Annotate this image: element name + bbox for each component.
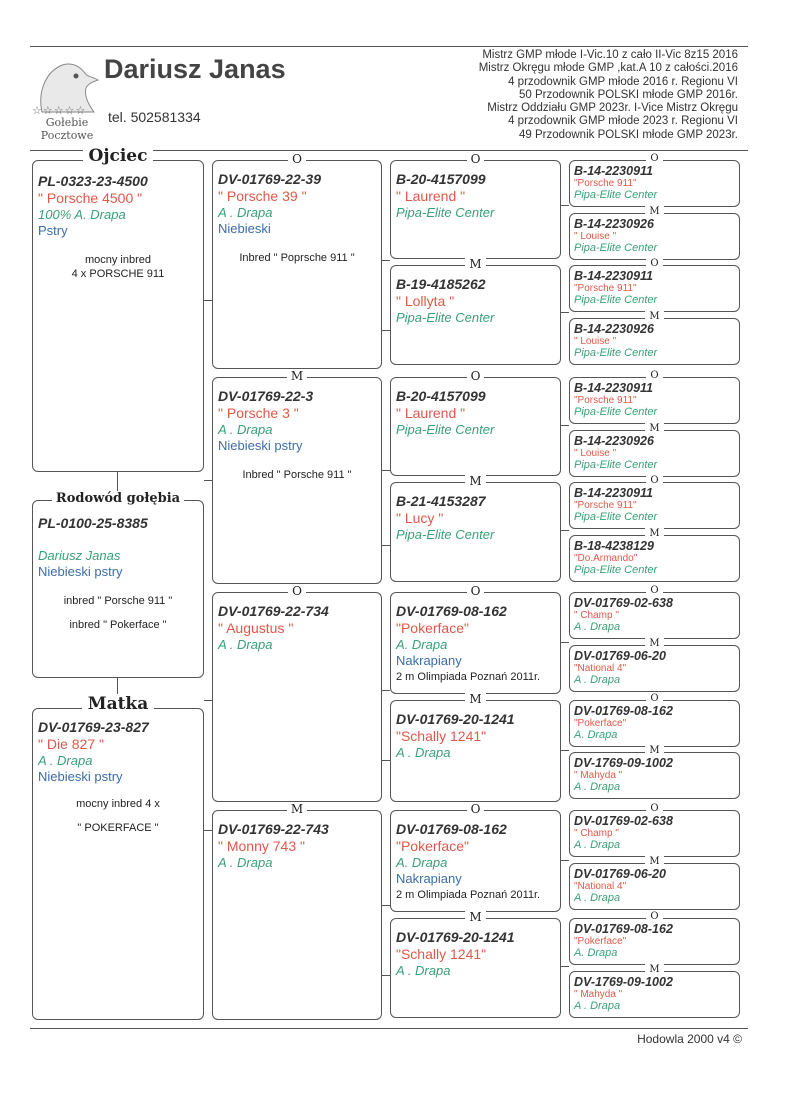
- parent-label: [391, 257, 560, 271]
- parent-label-text: M: [645, 528, 663, 539]
- pigeon-box: [569, 585, 740, 639]
- pigeon-name: "National 4": [574, 663, 627, 674]
- achievement-line: 4 przodownik GMP młode 2023 r. Regionu VI: [508, 115, 738, 128]
- pigeon-box: [569, 803, 740, 857]
- connector: [382, 260, 390, 261]
- ring-number: B-14-2230926: [574, 217, 654, 231]
- connector: [382, 330, 390, 331]
- father-ring: PL-0323-23-4500: [38, 173, 148, 189]
- achievements-list: [408, 49, 738, 142]
- pigeon-box: [569, 964, 740, 1018]
- breeder: A. Drapa: [574, 729, 618, 741]
- father-note-2: 4 x PORSCHE 911: [71, 268, 165, 280]
- ring-number: B-14-2230911: [574, 486, 653, 500]
- parent-label-text: O: [646, 803, 662, 814]
- parent-label-text: M: [287, 369, 307, 383]
- breeder: A . Drapa: [574, 674, 621, 686]
- pigeon-name: "Do.Armando": [574, 553, 638, 564]
- ring-number: DV-01769-20-1241: [396, 929, 515, 945]
- achievement-line: Mistrz Oddziału GMP 2023r. I-Vice Mistrz Okręgu: [487, 102, 738, 115]
- owner-name: Dariusz Janas: [104, 54, 286, 84]
- pigeon-box: [390, 802, 561, 912]
- parent-label-text: M: [645, 206, 663, 217]
- parent-label: [570, 370, 739, 381]
- mother-ring: DV-01769-23-827: [38, 719, 149, 735]
- ring-number: DV-01769-22-743: [218, 821, 329, 837]
- connector: [561, 530, 569, 531]
- achievement-line: 4 przodownik GMP młode 2016 r. Regionu VI: [508, 75, 738, 88]
- pigeon-name: " Lucy ": [396, 510, 444, 526]
- logo-stars: ☆☆☆☆☆: [32, 105, 87, 117]
- ring-number: DV-01769-22-39: [218, 171, 321, 187]
- ring-number: DV-1769-09-1002: [574, 975, 673, 989]
- parent-label: [570, 856, 739, 867]
- pigeon-box: [569, 423, 740, 477]
- pigeon-name: " Louise ": [574, 448, 617, 459]
- pigeon-box: [569, 475, 740, 529]
- parent-label-text: O: [288, 584, 306, 598]
- ring-number: DV-01769-22-3: [218, 388, 314, 404]
- parent-label: [213, 152, 381, 166]
- breeder: A . Drapa: [218, 422, 273, 437]
- pigeon-box: [569, 258, 740, 312]
- mother-breeder: A . Drapa: [38, 753, 93, 768]
- breeder: Pipa-Elite Center: [396, 310, 495, 325]
- subject-note-2: inbred " Pokerface ": [69, 619, 167, 631]
- mother-color: Niebieski pstry: [38, 769, 123, 784]
- parent-label-text: M: [465, 474, 485, 488]
- connector: [382, 470, 390, 471]
- breeder: Pipa-Elite Center: [396, 527, 495, 542]
- breeder: Pipa-Elite Center: [574, 189, 658, 201]
- parent-label-text: M: [645, 311, 663, 322]
- ring-number: DV-01769-08-162: [574, 922, 673, 936]
- pigeon-name: "Porsche 911": [574, 500, 637, 511]
- pigeon-name: " Laurend ": [396, 405, 466, 421]
- color: Nakrapiany: [396, 653, 462, 668]
- breeder: Pipa-Elite Center: [574, 511, 658, 523]
- father-breeder: 100% A. Drapa: [38, 207, 126, 222]
- connector: [382, 545, 390, 546]
- parent-label: [570, 258, 739, 269]
- ring-number: B-14-2230911: [574, 381, 653, 395]
- breeder: A . Drapa: [574, 839, 621, 851]
- pigeon-name: "Schally 1241": [396, 946, 487, 962]
- pigeon-box: [569, 856, 740, 910]
- parent-label: [570, 423, 739, 434]
- pigeon-box: [569, 153, 740, 207]
- pigeon-box: [212, 584, 382, 802]
- parent-label-text: O: [646, 153, 662, 164]
- achievement-line: Mistrz GMP młode I-Vic.10 z cało II-Vic 8z15 2016: [482, 49, 738, 61]
- ring-number: DV-01769-08-162: [396, 821, 507, 837]
- pigeon-name: " Lollyta ": [396, 293, 455, 309]
- pigeon-name: "Pokerface": [574, 718, 627, 729]
- pigeon-name: " Porsche 3 ": [218, 405, 299, 421]
- pigeon-box: [390, 257, 561, 365]
- subject-box: [32, 491, 204, 678]
- father-label: Ojciec: [33, 149, 203, 163]
- parent-label: [570, 311, 739, 322]
- parent-label-text: O: [646, 911, 662, 922]
- connector: [561, 205, 569, 206]
- pigeon-box: [569, 693, 740, 747]
- pigeon-name: " Louise ": [574, 231, 617, 242]
- phone-number: tel. 502581334: [108, 109, 201, 125]
- pigeon-box: [569, 745, 740, 799]
- parent-label-text: M: [465, 257, 485, 271]
- achievement-line: 49 Przodownik POLSKI młode GMP 2023r.: [518, 128, 738, 141]
- achievement-line: 50 Przodownik POLSKI młode GMP 2016r.: [518, 88, 738, 101]
- parent-label-text: O: [646, 475, 662, 486]
- pigeon-box: [212, 369, 382, 584]
- breeder: A . Drapa: [574, 1000, 621, 1012]
- parent-label-text: O: [288, 152, 306, 166]
- connector: [204, 300, 212, 301]
- color: Nakrapiany: [396, 871, 462, 886]
- pigeon-name: "Porsche 911": [574, 395, 637, 406]
- pigeon-name: " Monny 743 ": [218, 838, 305, 854]
- pigeon-box: [212, 802, 382, 1020]
- parent-label-text: M: [465, 910, 485, 924]
- pigeon-name: " Louise ": [574, 336, 617, 347]
- parent-label: [391, 692, 560, 706]
- parent-label: [391, 369, 560, 383]
- breeder: Pipa-Elite Center: [574, 564, 658, 576]
- pigeon-box: [569, 528, 740, 582]
- subject-label: Rodowód gołębia: [33, 492, 203, 506]
- parent-label: [391, 152, 560, 166]
- breeder: A . Drapa: [218, 637, 273, 652]
- pigeon-box: [390, 152, 561, 259]
- connector: [204, 830, 212, 831]
- pigeon-name: "Porsche 911": [574, 283, 637, 294]
- connector: [382, 905, 390, 906]
- ring-number: DV-01769-02-638: [574, 814, 673, 828]
- breeder: A . Drapa: [218, 855, 273, 870]
- father-box: [32, 146, 204, 472]
- connector: [561, 860, 569, 861]
- pigeon-box: [390, 692, 561, 802]
- mother-name: " Die 827 ": [38, 736, 104, 752]
- parent-label: [570, 911, 739, 922]
- ring-number: B-14-2230911: [574, 269, 653, 283]
- parent-label-text: O: [467, 802, 485, 816]
- breeder: Pipa-Elite Center: [574, 459, 658, 471]
- pigeon-name: "Pokerface": [574, 936, 627, 947]
- ring-number: B-14-2230911: [574, 164, 653, 178]
- connector: [382, 690, 390, 691]
- ring-number: DV-01769-08-162: [574, 704, 673, 718]
- parent-label: [213, 802, 381, 816]
- connector: [382, 760, 390, 761]
- pigeon-name: " Porsche 39 ": [218, 188, 307, 204]
- subject-color: Niebieski pstry: [38, 564, 123, 579]
- pigeon-name: " Augustus ": [218, 620, 294, 636]
- pigeon-name: "Pokerface": [396, 838, 469, 854]
- mother-note-2: " POKERFACE ": [77, 822, 159, 834]
- bottom-rule: [30, 1028, 748, 1029]
- breeder: A . Drapa: [574, 621, 621, 633]
- subject-ring: PL-0100-25-8385: [38, 515, 148, 531]
- ring-number: DV-01769-02-638: [574, 596, 673, 610]
- achievement-line: Mistrz Okręgu młode GMP ,kat.A 10 z całości.2016: [478, 62, 738, 75]
- parent-label-text: M: [645, 964, 663, 975]
- connector: [561, 312, 569, 313]
- parent-label-text: O: [467, 152, 485, 166]
- connector: [204, 700, 212, 701]
- ring-number: B-14-2230926: [574, 434, 654, 448]
- breeder: A. Drapa: [574, 947, 618, 959]
- parent-label: [391, 910, 560, 924]
- connector: [382, 975, 390, 976]
- parent-label-text: M: [645, 856, 663, 867]
- father-name: " Porsche 4500 ": [38, 190, 143, 206]
- parent-label-text: O: [467, 369, 485, 383]
- parent-label: [570, 206, 739, 217]
- pigeon-box: [390, 584, 561, 694]
- breeder: A . Drapa: [574, 781, 621, 793]
- breeder: A. Drapa: [396, 637, 448, 652]
- color: Niebieski pstry: [218, 438, 303, 453]
- breeder: Pipa-Elite Center: [574, 294, 658, 306]
- pigeon-box: [569, 638, 740, 692]
- parent-label: [570, 475, 739, 486]
- mother-label: Matka: [33, 697, 203, 711]
- pigeon-name: "Pokerface": [396, 620, 469, 636]
- breeder: Pipa-Elite Center: [396, 205, 495, 220]
- breeder: Pipa-Elite Center: [396, 422, 495, 437]
- mother-note-1: mocny inbred 4 x: [76, 798, 160, 810]
- ring-number: DV-01769-06-20: [574, 649, 666, 663]
- breeder: A . Drapa: [396, 963, 451, 978]
- parent-label-text: M: [645, 638, 663, 649]
- parent-label: [391, 584, 560, 598]
- parent-label: [570, 803, 739, 814]
- pedigree-note: 2 m Olimpiada Poznań 2011r.: [396, 889, 541, 901]
- pigeon-name: " Champ ": [574, 828, 619, 839]
- connector: [204, 480, 212, 481]
- ring-number: DV-01769-06-20: [574, 867, 666, 881]
- parent-label: [570, 693, 739, 704]
- parent-label: [570, 638, 739, 649]
- parent-label: [570, 964, 739, 975]
- breeder: Pipa-Elite Center: [574, 242, 658, 254]
- ring-number: B-14-2230926: [574, 322, 654, 336]
- parent-label: [391, 802, 560, 816]
- pigeon-box: [390, 910, 561, 1018]
- breeder: Pipa-Elite Center: [574, 406, 658, 418]
- parent-label-text: O: [646, 585, 662, 596]
- breeder: A . Drapa: [574, 892, 621, 904]
- color: Niebieski: [218, 221, 271, 236]
- parent-label-text: M: [645, 423, 663, 434]
- breeder: A . Drapa: [396, 745, 451, 760]
- ring-number: B-21-4153287: [396, 493, 486, 509]
- parent-label-text: M: [465, 692, 485, 706]
- subject-note-1: inbred " Porsche 911 ": [63, 595, 173, 607]
- parent-label: [391, 474, 560, 488]
- parent-label: [570, 745, 739, 756]
- pigeon-box: [569, 370, 740, 424]
- parent-label: [213, 584, 381, 598]
- breeder: A . Drapa: [218, 205, 273, 220]
- father-color: Pstry: [38, 223, 68, 238]
- pigeon-name: "Schally 1241": [396, 728, 487, 744]
- parent-label: [570, 528, 739, 539]
- breeder: Pipa-Elite Center: [574, 347, 658, 359]
- parent-label-text: M: [287, 802, 307, 816]
- connector: [561, 642, 569, 643]
- ring-number: B-20-4157099: [396, 171, 486, 187]
- parent-label: [570, 585, 739, 596]
- pigeon-box: [569, 206, 740, 260]
- pigeon-name: " Mahyda ": [574, 989, 623, 1000]
- pigeon-name: "Porsche 911": [574, 178, 637, 189]
- subject-breeder: Dariusz Janas: [38, 548, 121, 563]
- ring-number: DV-01769-22-734: [218, 603, 329, 619]
- ring-number: B-18-4238129: [574, 539, 654, 553]
- ring-number: DV-01769-08-162: [396, 603, 507, 619]
- pigeon-name: " Champ ": [574, 610, 619, 621]
- software-version: Hodowla 2000 v4 ©: [637, 1032, 742, 1046]
- connector: [561, 966, 569, 967]
- pedigree-note: Inbred " Poprsche 911 ": [239, 252, 355, 264]
- pigeon-box: [569, 911, 740, 965]
- pigeon-box: [212, 152, 382, 369]
- pigeon-name: " Mahyda ": [574, 770, 623, 781]
- parent-label: [570, 153, 739, 164]
- connector: [561, 425, 569, 426]
- breeder: A. Drapa: [396, 855, 448, 870]
- parent-label-text: O: [646, 258, 662, 269]
- parent-label-text: M: [645, 745, 663, 756]
- ring-number: DV-1769-09-1002: [574, 756, 673, 770]
- pedigree-note: Inbred " Porsche 911 ": [242, 469, 352, 481]
- parent-label-text: O: [646, 693, 662, 704]
- pedigree-note: 2 m Olimpiada Poznań 2011r.: [396, 671, 541, 683]
- pigeon-box: [390, 474, 561, 582]
- connector: [561, 750, 569, 751]
- ring-number: B-20-4157099: [396, 388, 486, 404]
- parent-label-text: O: [646, 370, 662, 381]
- parent-label-text: O: [467, 584, 485, 598]
- pigeon-box: [390, 369, 561, 476]
- pigeon-box: [569, 311, 740, 365]
- ring-number: B-19-4185262: [396, 276, 486, 292]
- pigeon-name: "National 4": [574, 881, 627, 892]
- logo-text: Gołebie Pocztowe: [40, 116, 94, 142]
- parent-label: [213, 369, 381, 383]
- pigeon-logo: [32, 54, 102, 144]
- pigeon-name: " Laurend ": [396, 188, 466, 204]
- ring-number: DV-01769-20-1241: [396, 711, 515, 727]
- father-note-1: mocny inbred: [84, 254, 152, 266]
- mother-box: [32, 694, 204, 1020]
- top-rule: [30, 46, 748, 47]
